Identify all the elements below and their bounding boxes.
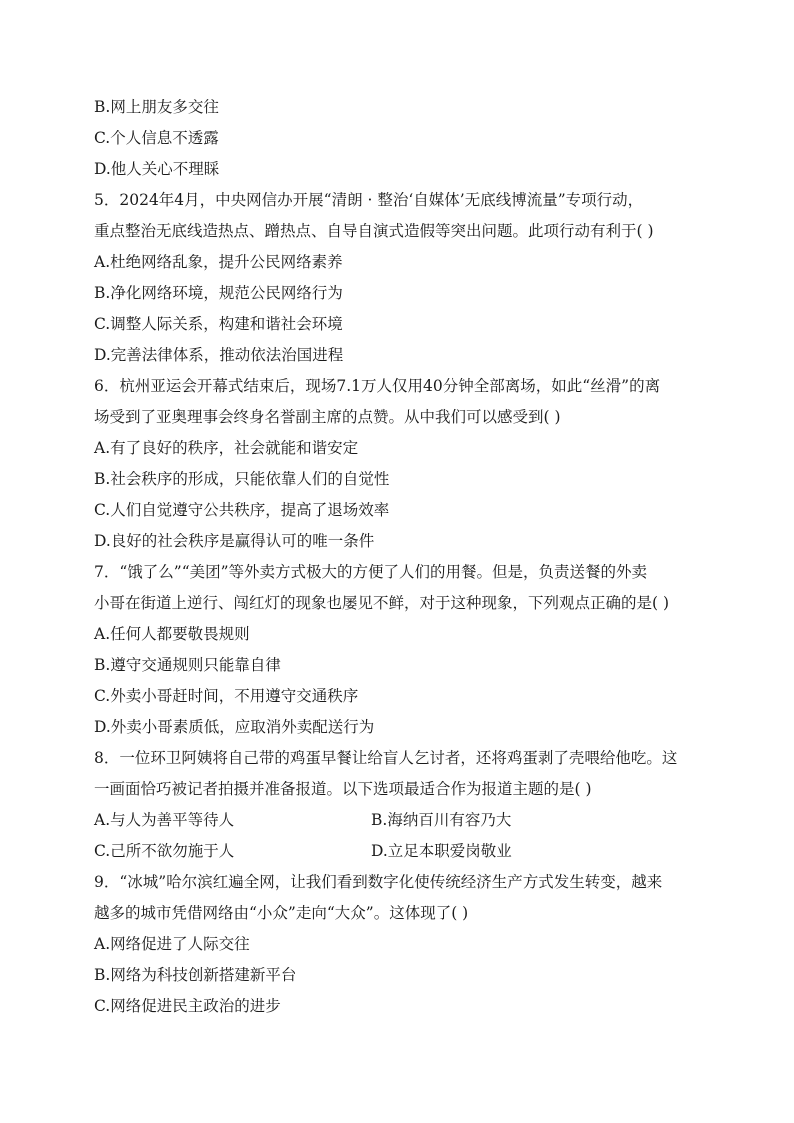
option-b: B.净化网络环境，规范公民网络行为 bbox=[94, 284, 343, 302]
option-b: B.网络为科技创新搭建新平台 bbox=[94, 966, 297, 984]
option-row bbox=[94, 836, 704, 867]
question-stem-line: 5．2024年4月，中央网信办开展“清朗 · 整治‘自媒体’无底线博流量”专项行动， bbox=[94, 191, 644, 209]
option-b: B.网上朋友多交往 bbox=[94, 98, 219, 116]
option-c: C.己所不欲勿施于人 bbox=[94, 842, 235, 860]
question-9 bbox=[94, 867, 704, 1022]
option-b: B.遵守交通规则只能靠自律 bbox=[94, 656, 281, 674]
question-stem-line: 场受到了亚奥理事会终身名誉副主席的点赞。从中我们可以感受到( ) bbox=[94, 408, 561, 426]
question-8 bbox=[94, 743, 704, 867]
option-c: C.个人信息不透露 bbox=[94, 129, 219, 147]
question-stem-line: 越多的城市凭借网络由“小众”走向“大众”。这体现了( ) bbox=[94, 904, 469, 922]
option-d: D.良好的社会秩序是赢得认可的唯一条件 bbox=[94, 532, 375, 550]
option-d: D.完善法律体系，推动依法治国进程 bbox=[94, 346, 344, 364]
option-a: A.与人为善平等待人 bbox=[94, 811, 235, 829]
option-a: A.任何人都要敬畏规则 bbox=[94, 625, 250, 643]
option-a: A.网络促进了人际交往 bbox=[94, 935, 250, 953]
question-7 bbox=[94, 557, 704, 743]
option-c: C.调整人际关系，构建和谐社会环境 bbox=[94, 315, 343, 333]
option-a: A.有了良好的秩序，社会就能和谐安定 bbox=[94, 439, 359, 457]
option-b: B.海纳百川有容乃大 bbox=[371, 811, 512, 829]
option-d: D.他人关心不理睬 bbox=[94, 160, 220, 178]
option-c: C.人们自觉遵守公共秩序，提高了退场效率 bbox=[94, 501, 390, 519]
question-5 bbox=[94, 185, 704, 371]
option-d: D.立足本职爱岗敬业 bbox=[371, 842, 512, 860]
question-stem-line: 8．一位环卫阿姨将自己带的鸡蛋早餐让给盲人乞讨者，还将鸡蛋剥了壳喂给他吃。这 bbox=[94, 749, 678, 767]
option-c: C.外卖小哥赶时间，不用遵守交通秩序 bbox=[94, 687, 359, 705]
question-stem-line: 重点整治无底线造热点、蹭热点、自导自演式造假等突出问题。此项行动有利于( ) bbox=[94, 222, 654, 240]
option-b: B.社会秩序的形成，只能依靠人们的自觉性 bbox=[94, 470, 390, 488]
question-6 bbox=[94, 371, 704, 557]
option-d: D.外卖小哥素质低，应取消外卖配送行为 bbox=[94, 718, 375, 736]
option-c: C.网络促进民主政治的进步 bbox=[94, 997, 281, 1015]
question-stem-line: 小哥在街道上逆行、闯红灯的现象也屡见不鲜，对于这种现象，下列观点正确的是( ) bbox=[94, 594, 670, 612]
question-stem-line: 一画面恰巧被记者拍摄并准备报道。以下选项最适合作为报道主题的是( ) bbox=[94, 780, 592, 798]
question-stem-line: 9．“冰城”哈尔滨红遍全网，让我们看到数字化使传统经济生产方式发生转变，越来 bbox=[94, 873, 663, 891]
option-a: A.杜绝网络乱象，提升公民网络素养 bbox=[94, 253, 343, 271]
question-stem-line: 7．“饿了么”“美团”等外卖方式极大的方便了人们的用餐。但是，负责送餐的外卖 bbox=[94, 563, 648, 581]
question-stem-line: 6．杭州亚运会开幕式结束后，现场7.1万人仅用40分钟全部离场，如此“丝滑”的离 bbox=[94, 377, 661, 395]
option-row bbox=[94, 805, 704, 836]
exam-page bbox=[94, 92, 704, 1022]
